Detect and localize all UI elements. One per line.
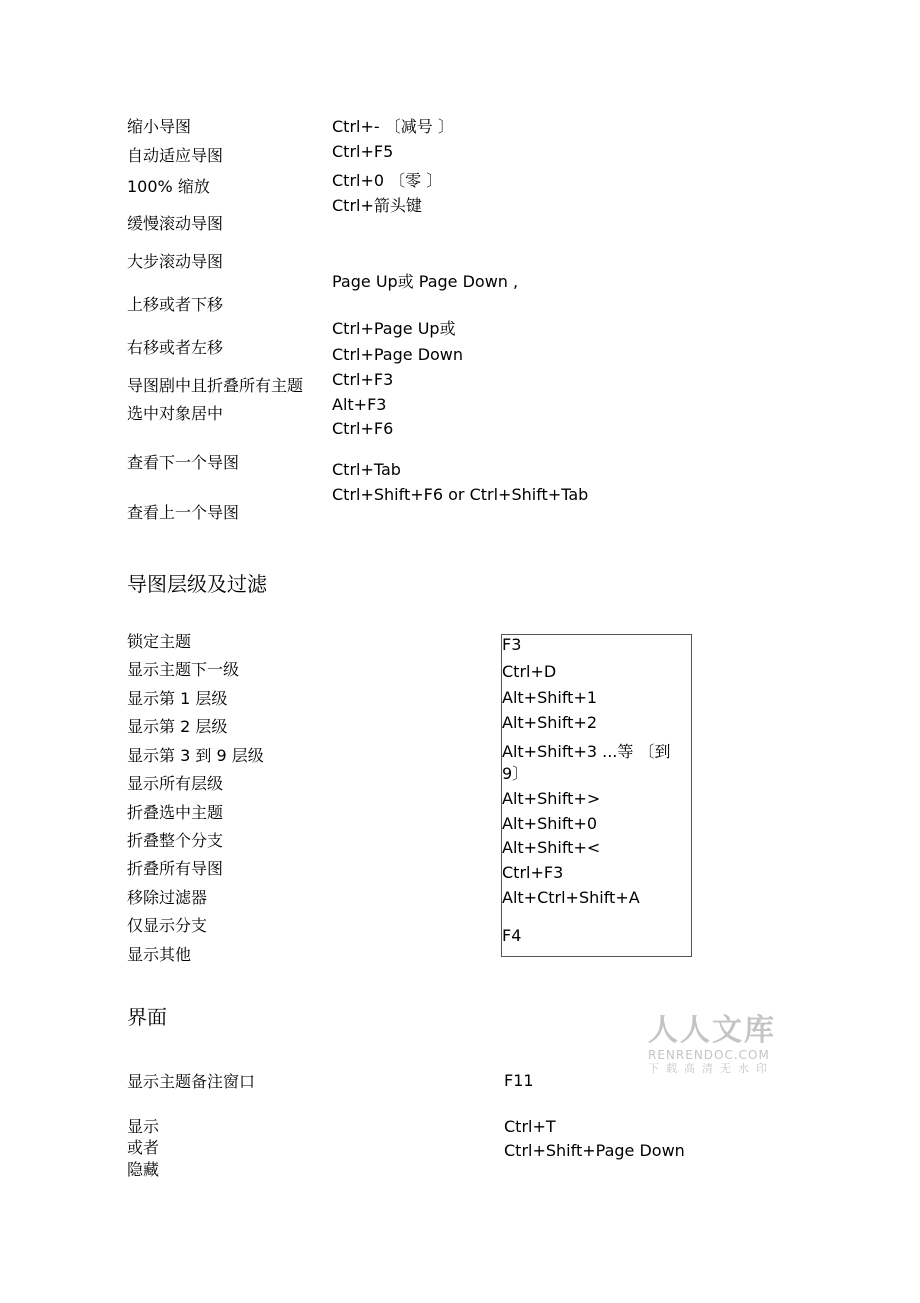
shortcut-key: Ctrl+F3 [502,863,564,882]
shortcut-label: 显示第 2 层级 [127,717,228,736]
shortcut-key: Ctrl+箭头键 [332,196,422,215]
shortcut-label: 缓慢滚动导图 [127,214,224,233]
shortcut-key: Ctrl+F5 [332,142,394,161]
section-heading-hierarchy-filter: 导图层级及过滤 [127,572,267,596]
shortcut-label: 自动适应导图 [127,146,224,165]
section-heading-interface: 界面 [127,1005,167,1029]
shortcut-key: Ctrl+T [504,1117,556,1136]
shortcut-label: 折叠所有导图 [127,859,224,878]
shortcut-key: Alt+Shift+1 [502,688,598,707]
shortcut-label: 显示主题下一级 [127,660,240,679]
shortcut-label: 上移或者下移 [127,295,224,314]
shortcut-label: 锁定主题 [127,632,192,651]
shortcut-key: Ctrl+Shift+F6 or Ctrl+Shift+Tab [332,485,589,504]
shortcut-key: Ctrl+Shift+Page Down [504,1141,685,1160]
shortcut-label: 缩小导图 [127,117,192,136]
shortcut-label: 查看上一个导图 [127,503,240,522]
watermark-subtitle: 下载高清无水印 [648,1062,774,1075]
shortcut-key: F11 [504,1071,534,1090]
shortcut-label: 显示第 3 到 9 层级 [127,746,264,765]
watermark-logo-text: 人人文库 [648,1013,776,1048]
shortcut-label: 选中对象居中 [127,404,224,423]
shortcut-label: 显示所有层级 [127,774,224,793]
shortcut-label: 显示第 1 层级 [127,689,228,708]
shortcut-key: Page Up或 Page Down , [332,272,519,291]
shortcut-key: F3 [502,635,522,654]
shortcut-key: Ctrl+D [502,662,557,681]
shortcut-key: Ctrl+0 〔零 〕 [332,171,443,190]
shortcut-key: Alt+Shift+2 [502,713,598,732]
shortcut-key: Ctrl+Tab [332,460,401,479]
shortcut-label: 大步滚动导图 [127,252,224,271]
shortcut-key: Alt+Shift+0 [502,814,598,833]
shortcut-key: Alt+Shift+< [502,838,601,857]
shortcut-label: 导图剧中且折叠所有主题 [127,376,304,395]
shortcut-label: 显示其他 [127,945,192,964]
shortcut-key: Ctrl+Page Up或 [332,319,456,338]
shortcut-label: 查看下一个导图 [127,453,240,472]
watermark [648,1014,778,1075]
shortcut-key: Alt+Ctrl+Shift+A [502,888,640,907]
shortcut-key: Alt+Shift+3 ...等 〔到 [502,742,671,761]
shortcut-label: 或者 [127,1138,160,1157]
shortcut-key: Ctrl+- 〔减号 〕 [332,117,454,136]
shortcut-label: 移除过滤器 [127,888,208,907]
shortcut-label: 显示 [127,1117,160,1136]
shortcut-key: Alt+F3 [332,395,387,414]
shortcut-label: 显示主题备注窗口 [127,1072,256,1091]
shortcut-key: Ctrl+F6 [332,419,394,438]
shortcut-label: 100% 缩放 [127,177,210,196]
shortcut-label: 右移或者左移 [127,338,224,357]
shortcut-key: Alt+Shift+> [502,789,601,808]
shortcut-label: 折叠选中主题 [127,803,224,822]
shortcut-key: F4 [502,926,522,945]
shortcut-key: 9〕 [502,764,529,783]
shortcut-label: 折叠整个分支 [127,831,224,850]
shortcut-key: Ctrl+Page Down [332,345,464,364]
shortcut-label: 仅显示分支 [127,916,208,935]
shortcut-label: 隐藏 [127,1160,160,1179]
shortcut-key: Ctrl+F3 [332,370,394,389]
shortcut-label-clipped [127,1160,160,1179]
watermark-url: RENRENDOC.COM [648,1048,770,1062]
